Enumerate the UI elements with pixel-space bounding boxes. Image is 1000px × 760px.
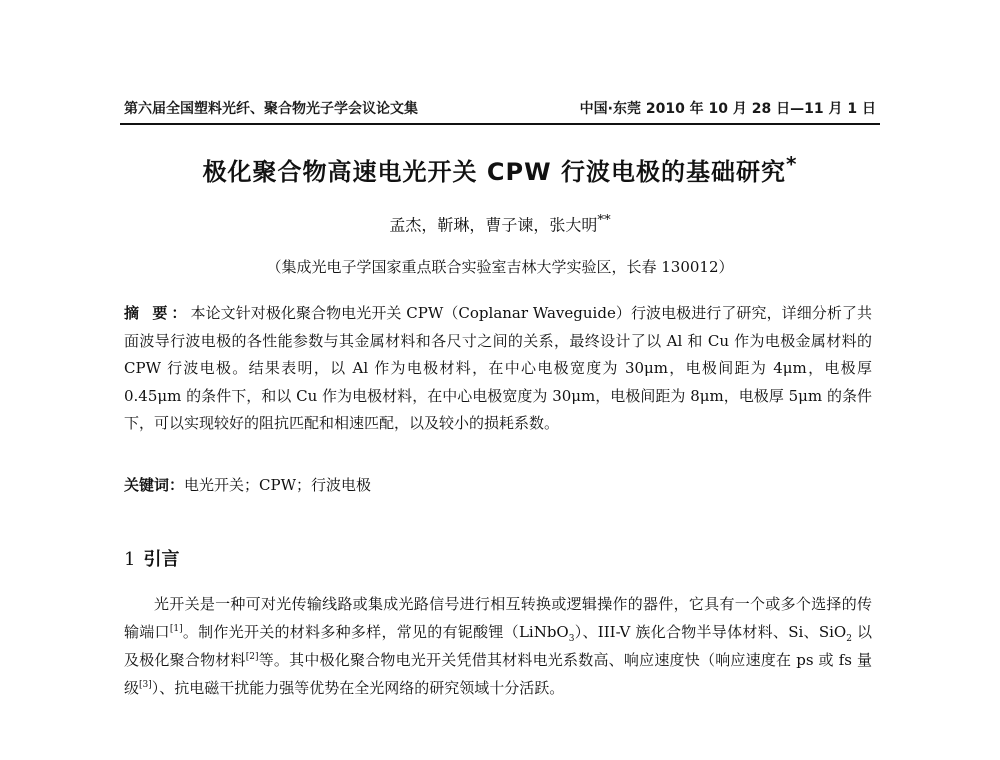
running-header [124,98,876,120]
author-list [120,209,880,237]
intro-text-5: 等。其中极化聚合物电光开关凭借其材料电光系数高、响应速度快（响应速度在 ps 或 fs 量级 [124,651,872,697]
citation-1[interactable]: [1] [169,624,183,634]
intro-text-2: 。制作光开关的材料多种多样，常见的有铌酸锂（LiNbO [182,623,569,641]
keywords-label: 关键词： [124,476,185,494]
abstract-label: 摘 要： [124,304,191,322]
section-heading-introduction [124,547,179,573]
citation-3[interactable]: [3] [139,680,152,690]
header-proceedings-title: 第六届全国塑料光纤、聚合物光子学会议论文集 [124,101,418,117]
header-rule [120,123,880,125]
keywords-text: 电光开关；CPW；行波电极 [184,476,372,494]
intro-text-4: 以及极化聚合物材料 [124,623,872,669]
abstract [124,300,872,438]
intro-text-3: ）、III-V 族化合物半导体材料、Si、SiO [574,623,847,641]
section-number: 1 [124,549,136,570]
affiliation: （集成光电子学国家重点联合实验室吉林大学实验区，长春 130012） [266,258,734,276]
subscript-2: 2 [846,634,852,644]
paper-title-text: 极化聚合物高速电光开关 CPW 行波电极的基础研究 [202,158,786,186]
intro-text-1: 光开关是一种可对光传输线路或集成光路信号进行相互转换或逻辑操作的器件，它具有一个或多个选择的传输端口 [124,595,872,641]
introduction-paragraph [124,590,872,702]
abstract-text: 本论文针对极化聚合物电光开关 CPW（Coplanar Waveguide）行波电极进行了研究，详细分析了共面波导行波电极的各性能参数与其金属材料和各尺寸之间的关系，最终设计了以 Al 和 Cu 作为电极金属材料的 CPW 行波电极。结果表明，以 Al 作为电极材料，在中心电极宽度为 30μm，电极间距为 4μm，电极厚 0.45μm 的条件下，和以 Cu 作为电极材料，在中心电极宽度为 30μm，电极间距为 8μm，电极厚 5μm 的条件下，可以实现较好的阻抗匹配和相速匹配，以及较小的损耗系数。 [124,304,872,433]
section-title: 引言 [143,549,180,570]
author-names: 孟杰，靳琳，曹子谏，张大明 [389,215,598,235]
citation-2[interactable]: [2] [245,652,259,662]
paper-title [120,148,880,188]
header-venue-date: 中国·东莞 2010 年 10 月 28 日—11 月 1 日 [579,101,876,117]
intro-text-6: ）、抗电磁干扰能力强等优势在全光网络的研究领域十分活跃。 [151,679,565,697]
title-footnote-mark: * [785,152,798,176]
subscript-3: 3 [568,634,575,644]
keywords [124,472,872,498]
author-footnote-mark: ** [597,213,611,228]
